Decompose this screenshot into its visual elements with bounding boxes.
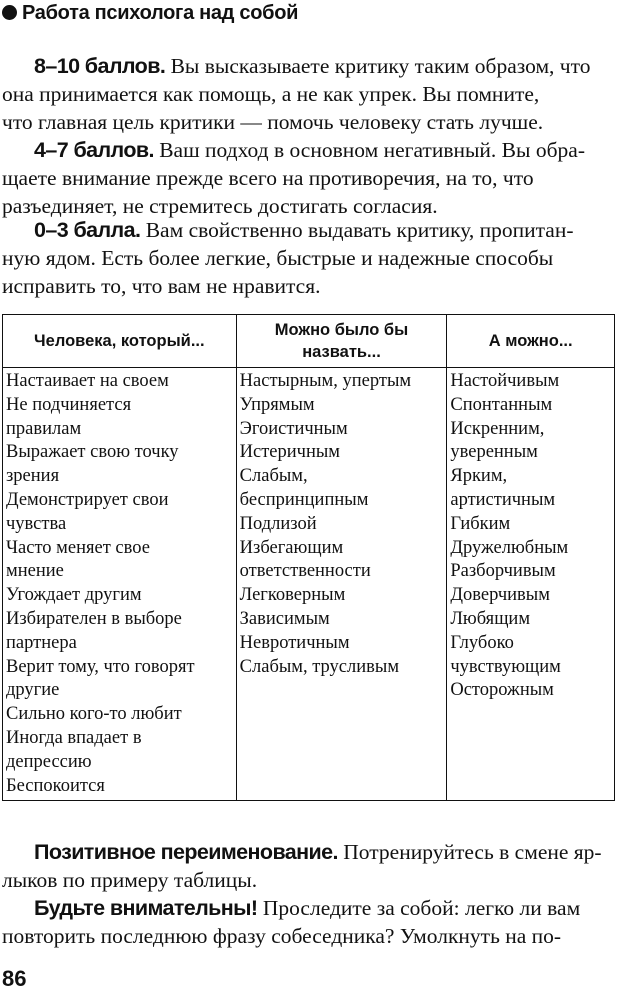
table-cell-line: Слабым,	[239, 466, 308, 487]
table-cell-line: Настаивает на своем	[6, 371, 169, 391]
table-cell-line: Демонстрирует свои	[6, 489, 169, 510]
table-cell-line: Часто меняет свое	[6, 537, 150, 558]
table-cell-line: другие	[6, 680, 60, 701]
table-cell-line: Сильно кого-то любит	[6, 704, 182, 725]
table-cell-line: ответственности	[239, 561, 371, 582]
table-cell-line: мнение	[6, 561, 64, 582]
table-cell-line: Любящим	[450, 608, 531, 629]
table-cell-line: Не подчиняется	[6, 394, 132, 415]
score-paragraph-mid: 4–7 баллов. Ваш подход в основном негативный. Вы обра- щаете внимание прежде всего на противоречия, на то, что разъединяет, не стремитесь достигать согласия.	[2, 138, 585, 218]
table-cell-line: Ярким,	[450, 466, 508, 487]
attention-label: Будьте внимательны!	[34, 896, 258, 920]
table-cell-line: Иногда впадает в	[6, 727, 142, 748]
table-cell-line: Легковерным	[239, 585, 346, 606]
score-paragraph-high: 8–10 баллов. Вы высказываете критику таким образом, что она принимается как помощь, а не как упрек. Вы помните, что главная цель критики — помочь человеку стать лучше.	[2, 54, 591, 134]
table-header-could-call: Можно было бы назвать...	[236, 315, 447, 368]
table-cell-line: чувствующим	[450, 656, 561, 677]
table-cell-line: Верит тому, что говорят	[6, 656, 195, 677]
table-cell-line: Истеричным	[239, 442, 341, 463]
table-cell-line: Разборчивым	[450, 561, 556, 582]
page-number: 86	[2, 966, 27, 991]
table-cell-line: Гибким	[450, 513, 511, 534]
table-cell-line: Невротичным	[239, 632, 350, 653]
header-title: Работа психолога над собой	[22, 2, 299, 24]
table-cell-line: Зависимым	[239, 608, 330, 629]
table-cell-line: депрессию	[6, 751, 92, 772]
table-cell-line: Упрямым	[239, 394, 315, 415]
table-column-behaviors	[3, 368, 237, 801]
table-cell-line: уверенным	[450, 442, 538, 463]
table-cell-line: партнера	[6, 632, 77, 653]
score-label: 4–7 баллов.	[34, 138, 154, 162]
table-cell-line: Спонтанным	[450, 394, 553, 415]
table-cell-line: Подлизой	[239, 513, 317, 534]
table-cell-line: Беспокоится	[6, 775, 105, 796]
table-column-positive-labels	[447, 368, 615, 801]
relabel-table	[2, 314, 615, 801]
table-cell-line: Эгоистичным	[239, 418, 348, 439]
table-cell-line: Избегающим	[239, 537, 344, 558]
table-cell-line: Осторожным	[450, 680, 554, 701]
table-cell-line: зрения	[6, 466, 60, 487]
table-cell-line: артистичным	[450, 489, 556, 510]
table-cell-line: беспринципным	[239, 489, 369, 510]
table-cell-line: Настойчивым	[450, 371, 560, 391]
score-paragraph-low: 0–3 балла. Вам свойственно выдавать критику, пропитан- ную ядом. Есть более легкие, быстрые и надежные способы исправить то, что вам не нравится.	[2, 218, 574, 298]
table-cell-line: Глубоко	[450, 632, 514, 653]
table-cell-line: Избирателен в выборе	[6, 608, 182, 629]
table-cell-line: Слабым, трусливым	[239, 656, 400, 677]
score-label: 8–10 баллов.	[34, 54, 166, 78]
table-cell-line: Угождает другим	[6, 585, 142, 606]
table-cell-line: чувства	[6, 513, 67, 534]
exercise-paragraph: Позитивное переименование. Потренируйтесь в смене яр- лыков по примеру таблицы.	[2, 840, 602, 892]
table-cell-line: Искренним,	[450, 418, 545, 439]
table-cell-line: Выражает свою точку	[6, 442, 179, 463]
table-column-negative-labels	[236, 368, 447, 801]
table-cell-line: Доверчивым	[450, 585, 550, 606]
table-cell-line: Настырным, упертым	[239, 371, 412, 391]
table-cell-line: правилам	[6, 418, 82, 439]
exercise-label: Позитивное переименование.	[34, 840, 338, 864]
running-header	[2, 2, 298, 25]
bullet-icon	[2, 5, 17, 20]
score-label: 0–3 балла.	[34, 218, 141, 242]
table-cell-line: Дружелюбным	[450, 537, 569, 558]
attention-paragraph: Будьте внимательны! Проследите за собой: легко ли вам повторить последнюю фразу собеседника? Умолкнуть на по-	[2, 896, 581, 948]
table-header-alternative: А можно...	[447, 315, 615, 368]
table-header-who: Человека, который...	[3, 315, 237, 368]
